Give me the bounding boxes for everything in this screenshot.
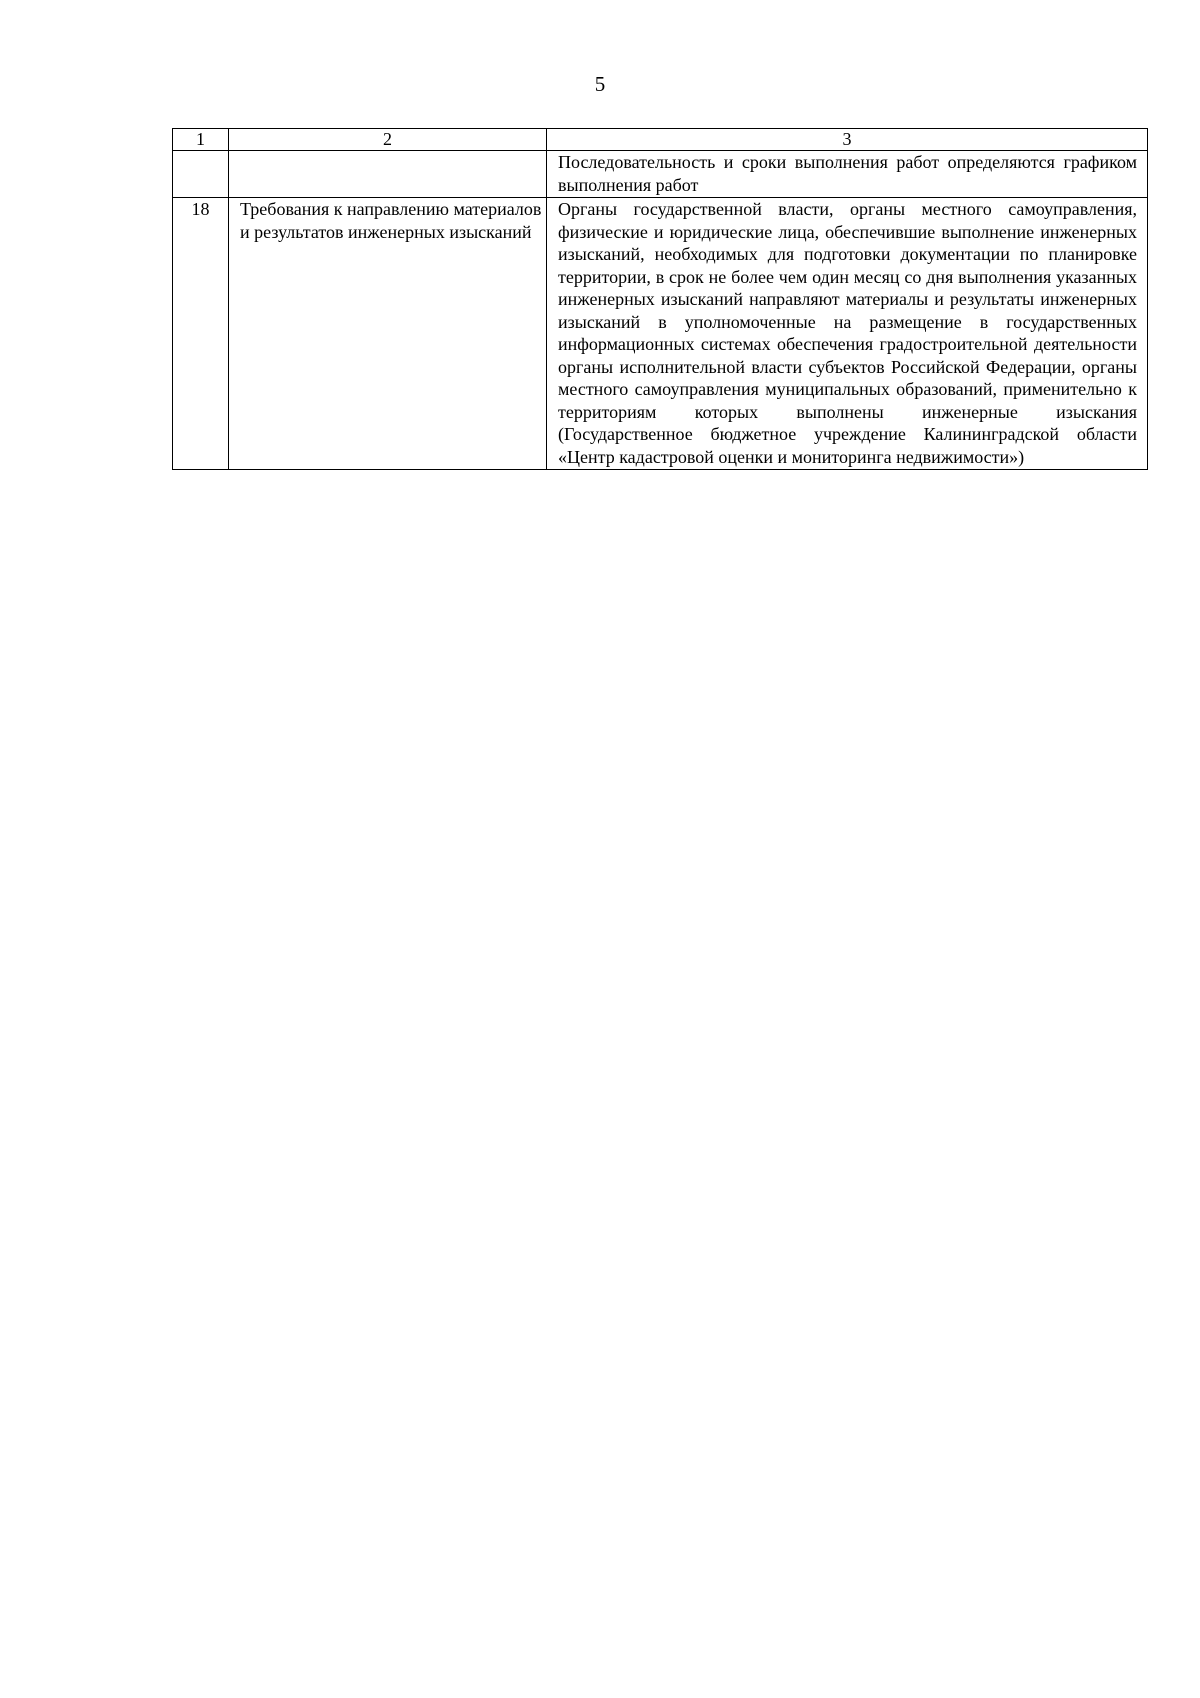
page-number: 5 [594, 72, 606, 96]
header-col-2: 2 [229, 129, 547, 151]
row-number [173, 151, 229, 198]
table-row [173, 198, 1148, 470]
requirement-description: Последовательность и сроки выполнения работ определяются графиком выполнения работ [547, 151, 1148, 198]
header-col-1: 1 [173, 129, 229, 151]
table-row [173, 151, 1148, 198]
requirement-name [229, 151, 547, 198]
requirements-table [172, 128, 1148, 470]
requirement-name: Требования к направлению материалов и результатов инженерных изысканий [229, 198, 547, 470]
requirement-description: Органы государственной власти, органы местного самоуправления, физические и юридические лица, обеспечившие выполнение инженерных изысканий, необходимых для подготовки документации по планировке территории, в срок не более чем один месяц со дня выполнения указанных инженерных изысканий направляют материалы и результаты инженерных изысканий в уполномоченные на размещение в государственных информационных системах обеспечения градостроительной деятельности органы исполнительной власти субъектов Российской Федерации, органы местного самоуправления муниципальных образований, применительно к территориям которых выполнены инженерные изыскания (Государственное бюджетное учреждение Калининградской области «Центр кадастровой оценки и мониторинга недвижимости») [547, 198, 1148, 470]
row-number: 18 [173, 198, 229, 470]
table-header-row [173, 129, 1148, 151]
header-col-3: 3 [547, 129, 1148, 151]
